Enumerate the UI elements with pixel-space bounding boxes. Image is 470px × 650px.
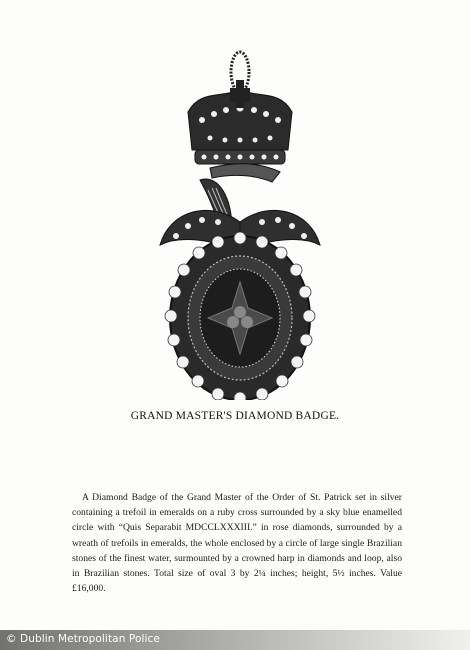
photo-credit-bar: [0, 630, 470, 650]
figure-caption: GRAND MASTER'S DIAMOND BADGE.: [130, 410, 340, 422]
diamond-badge-engraving-icon: [140, 50, 340, 400]
badge-description: A Diamond Badge of the Grand Master of the Order of St. Patrick set in silver containing a trefoil in emeralds on a ruby cross surrounded by a sky blue enamelled circle with “Quis Separabit MDCCLXXXIII.” in rose diamonds, surrounded by a wreath of trefoils in emeralds, the whole enclosed by a circle of large single Brazilian stones of the finest water, surmounted by a crowned harp in diamonds and loop, also in Brazilian stones. Total size of oval 3 by 2¼ inches; height, 5½ inches. Value £16,000.: [72, 492, 402, 595]
photo-credit: © Dublin Metropolitan Police: [6, 633, 160, 645]
